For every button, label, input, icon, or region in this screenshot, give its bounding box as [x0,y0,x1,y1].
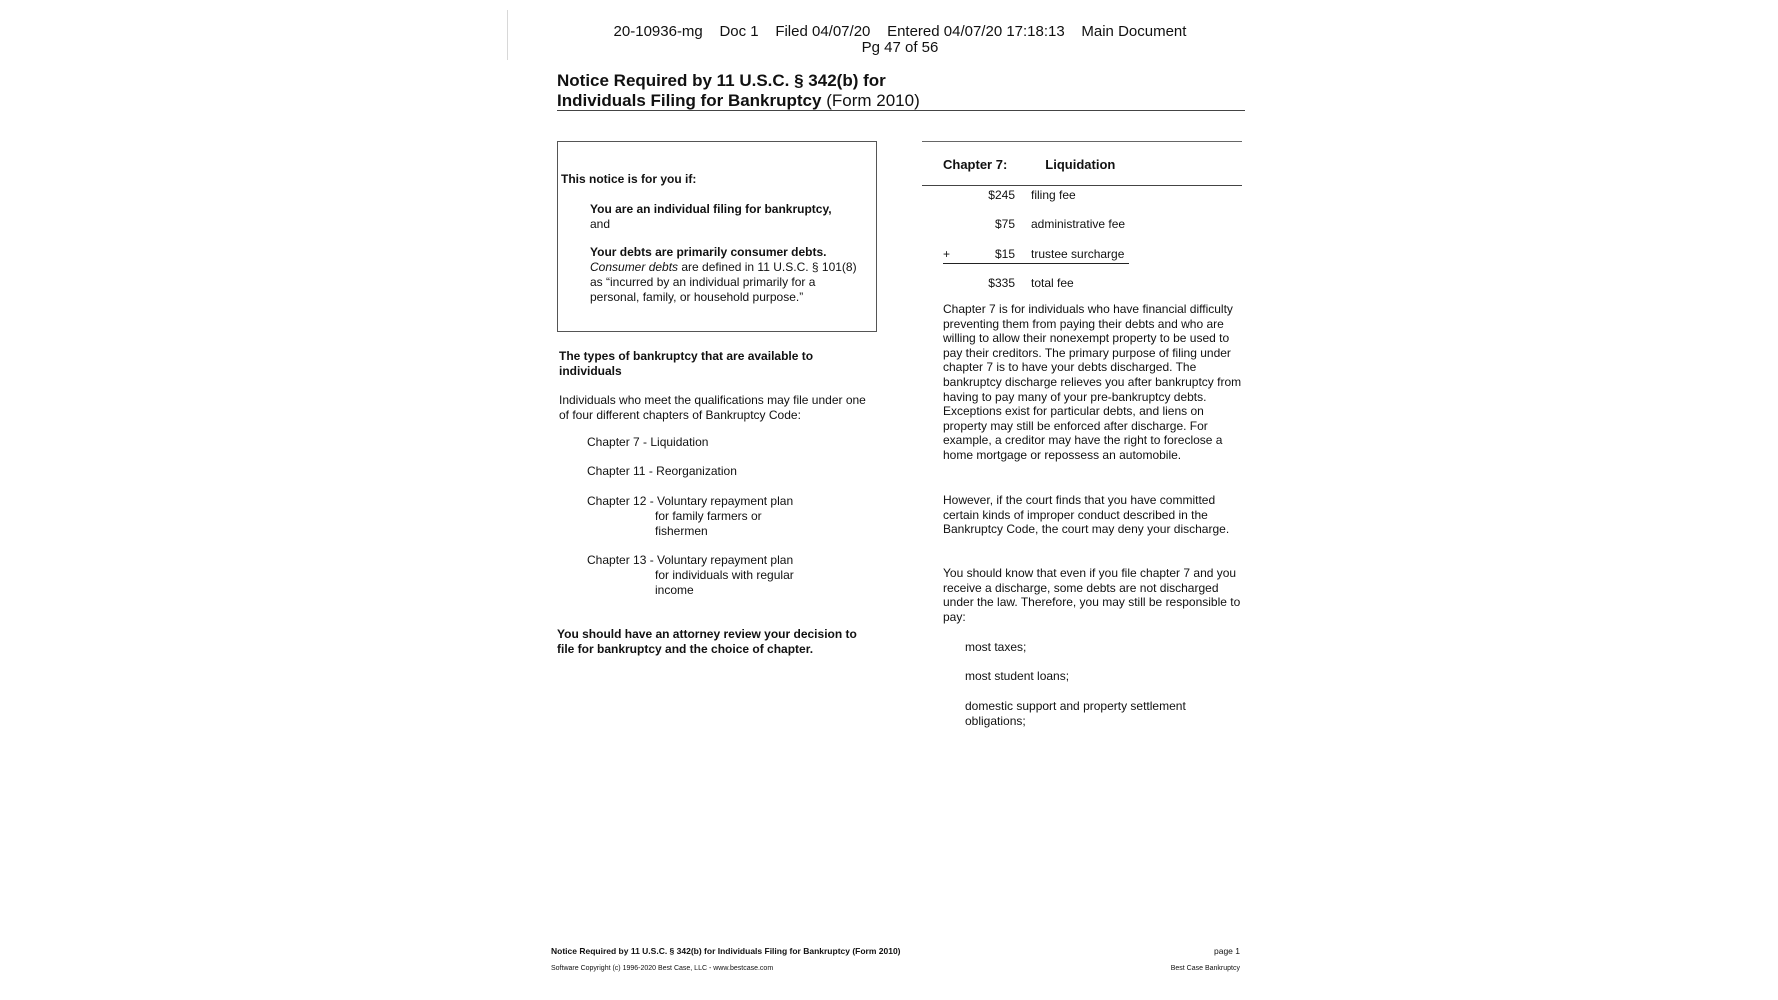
fee-description: trustee surcharge [1031,247,1125,261]
fee-sum-line [943,263,1129,264]
attorney-advice: You should have an attorney review your decision to file for bankruptcy and the choice of chapter. [557,627,857,656]
chapter-name: Chapter 12 - Voluntary repayment plan [587,494,794,508]
fee-amount: $75 [994,217,1015,231]
chapter7-label: Chapter 7: [943,157,1008,172]
chapter-description: income [655,583,694,597]
chapter7-description: Chapter 7 is for individuals who have financial difficulty preventing them from paying their debts and who are willing to allow their nonexempt property to be used to pay their creditors. The primary purpose of filing under chapter 7 is to have your debts discharged. The bankruptcy discharge relieves you after bankruptcy from having to pay many of your pre-bankruptcy debts. Exceptions exist for particular debts, and liens on property may still be enforced after discharge. For example, a creditor may have the right to foreclose a home mortgage or repossess an automobile. [943,302,1242,462]
chapter-description: for family farmers or [655,509,762,523]
fee-description: total fee [1031,276,1074,290]
fee-amount: $245 [988,188,1015,202]
footer-title: Notice Required by 11 U.S.C. § 342(b) for Individuals Filing for Bankruptcy (Form 2010) [551,946,901,956]
chapter-description: fishermen [655,524,708,538]
form-number: (Form 2010) [821,91,920,110]
notice-box [557,141,877,332]
chapter-name: Chapter 11 - Reorganization [587,464,737,478]
title-line-2 [557,91,1247,111]
title-divider [557,110,1245,111]
condition-2-bold: Your debts are primarily consumer debts. [590,245,827,259]
section-top-rule [922,141,1242,142]
chapter7-heading [943,157,1115,172]
title-line-2-bold: Individuals Filing for Bankruptcy [557,91,822,110]
filing-header [540,24,1260,56]
page-count: Pg 47 of 56 [861,39,939,56]
notice-condition-consumer-debts [590,245,860,305]
entered-date: Entered 04/07/20 17:18:13 [887,23,1065,40]
chapter7-name: Liquidation [1045,157,1116,172]
chapter-description: for individuals with regular [655,568,794,582]
chapter-item [587,464,737,479]
chapter-item [587,553,794,598]
notice-condition-individual [590,202,860,232]
section-heading-rule [922,185,1242,186]
debt-list-item: domestic support and property settlement obligations; [965,699,1186,728]
filed-date: Filed 04/07/20 [775,23,871,40]
condition-2-rest: are defined in 11 U.S.C. § 101(8) as “incurred by an individual primarily for a personal, family, or household purpose.” [590,260,857,304]
bankruptcy-types-heading: The types of bankruptcy that are available to individuals [559,349,814,378]
fee-amount: $335 [988,276,1015,290]
footer-page-number: page 1 [1214,946,1240,956]
title-line-1: Notice Required by 11 U.S.C. § 342(b) for [557,71,886,90]
page-edge-line [507,10,508,60]
document-label: Main Document [1081,23,1187,40]
discharge-denial-paragraph: However, if the court finds that you have committed certain kinds of improper conduct described in the Bankruptcy Code, the court may deny your discharge. [943,493,1230,537]
chapter-name: Chapter 13 - Voluntary repayment plan [587,553,794,567]
condition-2-italic: Consumer debts [590,260,679,274]
fee-description: filing fee [1031,188,1076,202]
fee-operator: + [943,247,951,261]
debt-list-item: most student loans; [965,669,1070,683]
bankruptcy-types-intro: Individuals who meet the qualifications may file under one of four different chapters of Bankruptcy Code: [559,393,866,422]
page-title [557,71,1247,111]
chapter-name: Chapter 7 - Liquidation [587,435,709,449]
case-number: 20-10936-mg [613,23,703,40]
doc-number: Doc 1 [719,23,759,40]
debt-list-item: most taxes; [965,640,1027,654]
nondischargeable-debts-intro: You should know that even if you file chapter 7 and you receive a discharge, some debts are not discharged under the law. Therefore, you may still be responsible to pay: [943,566,1241,624]
fee-amount: $15 [994,247,1015,261]
chapter-item [587,435,708,450]
footer-copyright: Software Copyright (c) 1996-2020 Best Case, LLC - www.bestcase.com [551,965,774,972]
fee-description: administrative fee [1031,217,1126,231]
condition-1-rest: and [590,217,611,231]
chapter-item [587,494,793,539]
footer-brand: Best Case Bankruptcy [1170,965,1240,972]
notice-heading: This notice is for you if: [561,172,697,186]
condition-1-bold: You are an individual filing for bankruptcy, [590,202,832,216]
